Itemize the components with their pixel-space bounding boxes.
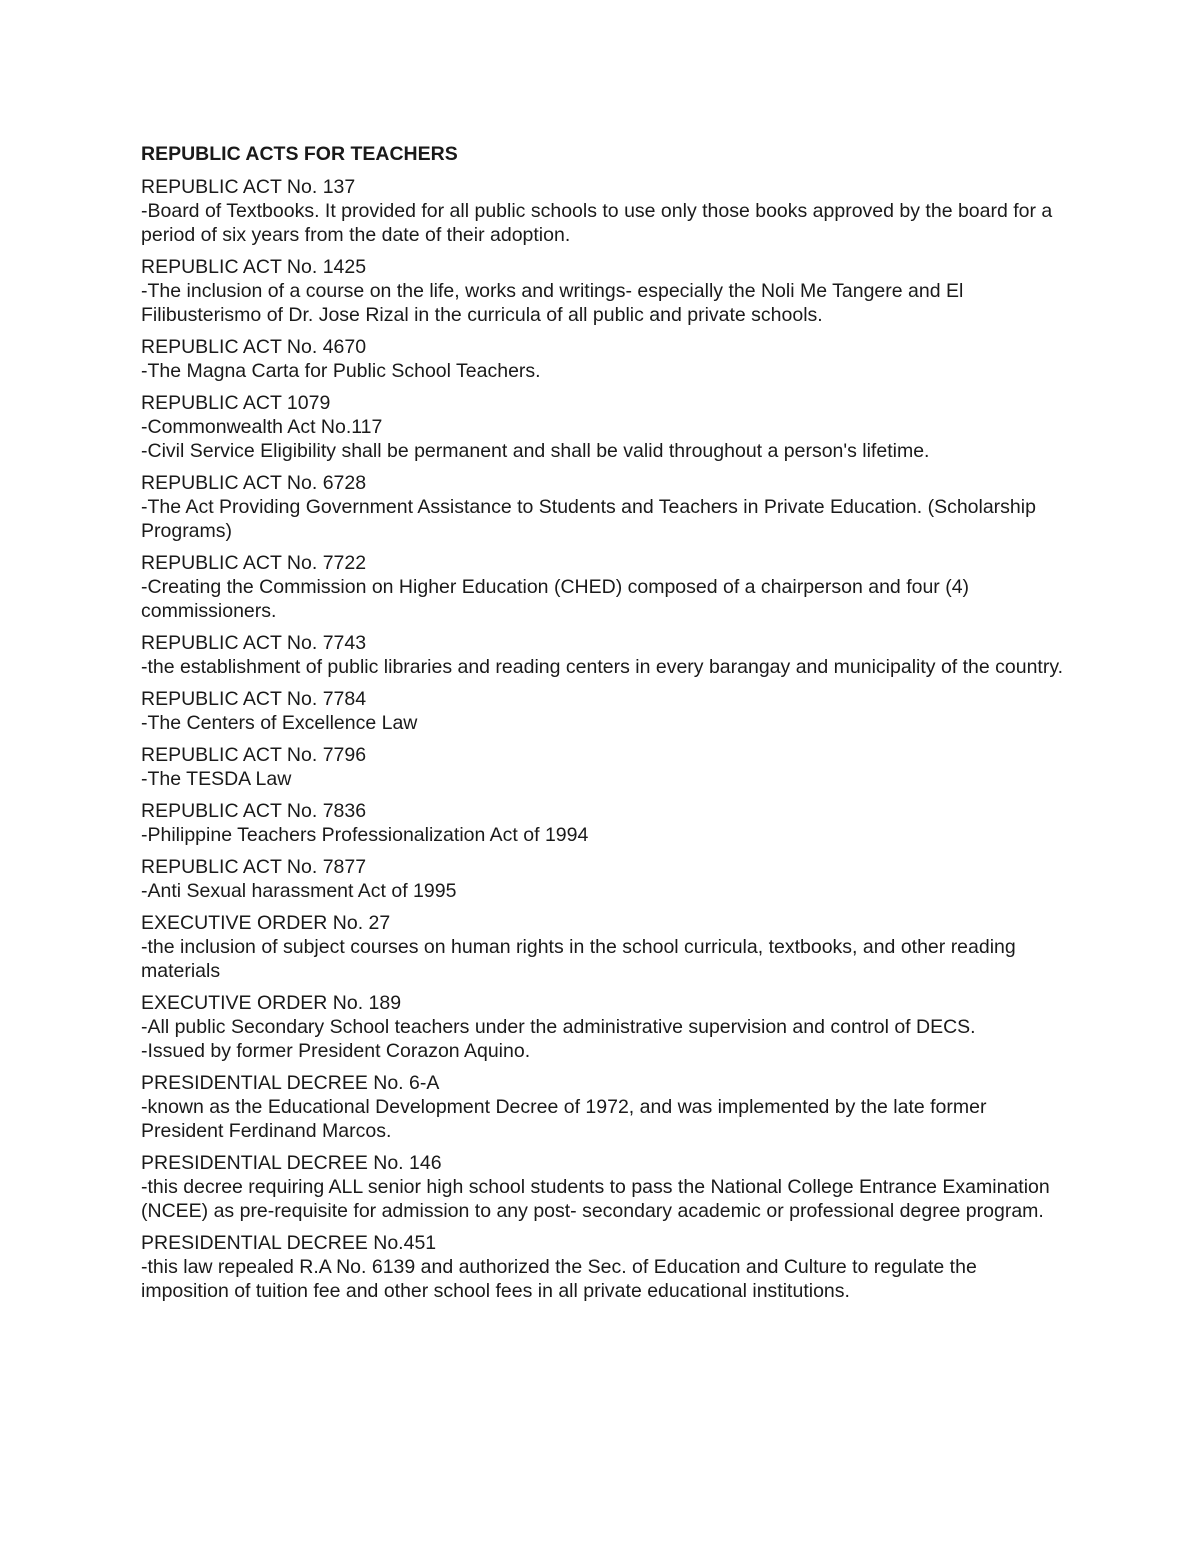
document-page bbox=[141, 141, 1066, 1311]
entry-description: -Civil Service Eligibility shall be permanent and shall be valid throughout a person's lifetime. bbox=[141, 440, 930, 462]
list-item bbox=[141, 687, 1066, 735]
entry-heading: REPUBLIC ACT No. 7877 bbox=[141, 856, 367, 878]
list-item bbox=[141, 175, 1066, 247]
list-item bbox=[141, 631, 1066, 679]
entry-description: -Anti Sexual harassment Act of 1995 bbox=[141, 880, 457, 902]
entry-heading: REPUBLIC ACT No. 6728 bbox=[141, 472, 367, 494]
list-item bbox=[141, 991, 1066, 1063]
entry-description: -known as the Educational Development Decree of 1972, and was implemented by the late former President Ferdinand Marcos. bbox=[141, 1096, 987, 1142]
entry-heading: REPUBLIC ACT No. 7796 bbox=[141, 744, 367, 766]
entry-heading: REPUBLIC ACT No. 4670 bbox=[141, 336, 367, 358]
entry-description: -the inclusion of subject courses on human rights in the school curricula, textbooks, and other reading materials bbox=[141, 936, 1016, 982]
list-item bbox=[141, 255, 1066, 327]
entry-description: -this law repealed R.A No. 6139 and authorized the Sec. of Education and Culture to regulate the imposition of tuition fee and other school fees in all private educational institutions. bbox=[141, 1256, 977, 1302]
entry-heading: EXECUTIVE ORDER No. 189 bbox=[141, 992, 402, 1014]
list-item bbox=[141, 799, 1066, 847]
entry-heading: EXECUTIVE ORDER No. 27 bbox=[141, 912, 391, 934]
entry-description: -Board of Textbooks. It provided for all public schools to use only those books approved by the board for a period of six years from the date of their adoption. bbox=[141, 200, 1053, 246]
list-item bbox=[141, 1231, 1066, 1303]
entry-description: -the establishment of public libraries and reading centers in every barangay and municipality of the country. bbox=[141, 656, 1064, 678]
list-item bbox=[141, 391, 1066, 463]
entry-heading: PRESIDENTIAL DECREE No.451 bbox=[141, 1232, 437, 1254]
list-item bbox=[141, 743, 1066, 791]
list-item bbox=[141, 1151, 1066, 1223]
entry-description: -The Centers of Excellence Law bbox=[141, 712, 418, 734]
entry-heading: REPUBLIC ACT No. 7784 bbox=[141, 688, 367, 710]
entry-description: -Philippine Teachers Professionalization Act of 1994 bbox=[141, 824, 589, 846]
list-item bbox=[141, 551, 1066, 623]
entry-description: -The Act Providing Government Assistance to Students and Teachers in Private Education. (Scholarship Programs) bbox=[141, 496, 1036, 542]
list-item bbox=[141, 855, 1066, 903]
entry-heading: REPUBLIC ACT No. 7722 bbox=[141, 552, 367, 574]
entry-heading: REPUBLIC ACT No. 7836 bbox=[141, 800, 367, 822]
entry-description: -The Magna Carta for Public School Teachers. bbox=[141, 360, 541, 382]
entry-heading: PRESIDENTIAL DECREE No. 146 bbox=[141, 1152, 442, 1174]
list-item bbox=[141, 471, 1066, 543]
entry-description: -Issued by former President Corazon Aquino. bbox=[141, 1040, 531, 1062]
entry-list bbox=[141, 175, 1066, 1303]
entry-description: -this decree requiring ALL senior high school students to pass the National College Entrance Examination (NCEE) as pre-requisite for admission to any post- secondary academic or professional degree program. bbox=[141, 1176, 1050, 1222]
entry-description: -The inclusion of a course on the life, works and writings- especially the Noli Me Tangere and El Filibusterismo of Dr. Jose Rizal in the curricula of all public and private schools. bbox=[141, 280, 964, 326]
entry-description: -Commonwealth Act No.117 bbox=[141, 416, 383, 438]
entry-description: -Creating the Commission on Higher Education (CHED) composed of a chairperson and four (4) commissioners. bbox=[141, 576, 970, 622]
entry-description: -All public Secondary School teachers under the administrative supervision and control of DECS. bbox=[141, 1016, 976, 1038]
list-item bbox=[141, 335, 1066, 383]
entry-heading: PRESIDENTIAL DECREE No. 6-A bbox=[141, 1072, 440, 1094]
document-title: REPUBLIC ACTS FOR TEACHERS bbox=[141, 143, 458, 165]
entry-heading: REPUBLIC ACT 1079 bbox=[141, 392, 331, 414]
entry-heading: REPUBLIC ACT No. 1425 bbox=[141, 256, 367, 278]
entry-heading: REPUBLIC ACT No. 137 bbox=[141, 176, 356, 198]
entry-heading: REPUBLIC ACT No. 7743 bbox=[141, 632, 367, 654]
entry-description: -The TESDA Law bbox=[141, 768, 292, 790]
list-item bbox=[141, 911, 1066, 983]
list-item bbox=[141, 1071, 1066, 1143]
